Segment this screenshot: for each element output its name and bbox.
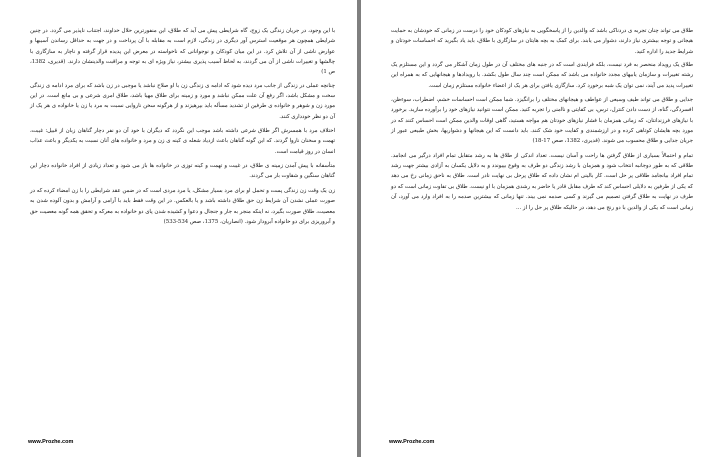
page-footer-url: www.Prozhe.com bbox=[389, 439, 435, 445]
paragraph: زن یک وقت زن زندگی پست و تحمل او برای مرد بسیار مشکل، یا مرد مردی است که در ضمن عقد شرایطی را با زن امضاء کرده که در صورت عملی نشدن آن شرایط زن حق طلاق داشته باشد و یا بالعکس. در این وقت فقط باید با آرامی و آرامش و بدون آلوده شدن به معصیت، طلاق صورت بگیرد، نه اینکه منجر به جار و جنجال و دعوا و کشیده شدن پای دو خانواده به معرکه و تحقق همه گونه معصیت حق و آبروریزی برای دو خانواده آبرودار شود. (انصاریان، 1375، صص 534-533) bbox=[30, 187, 335, 225]
paragraph: با این وجود، در جریان زندگی یک زوج، گاه شرایطی پیش می آید که طلاق، این منفورترین حلال خداوند، اجتناب ناپذیر می گردد. در چنین شرایطی همچون هر موقعیت استرس آور دیگری در زندگی، لازم است به مقابله با آن پرداخت و در جهت به حداقل رساندن آسیبها و عوارض ناشی از آن تلاش کرد. در این میان کودکان و نوجوانانی که ناخواسته در معرض این پدیده قرار گرفته و ناچار به سازگاری با چالشها و تغییرات ناشی از آن می گردند، به لحاظ آسیب پذیری بیشتر، نیاز ویژه ای به توجه و مراقبت والدینشان دارند. (قدیری، 1382، ص 1) bbox=[30, 28, 335, 76]
paragraph: تمام و احتمالاً بسیاری از طلاق گرفتن ها راحت و آسان نیست. تعداد اندکی از طلاق ها به رشد متقابل تمام افراد درگیر می انجامد. طلاقی که به طور دوجانبه انتخاب شود و همزمان با رشد زندگی دو طرف به وقوع بپیوندد و به دلایل یکسان به آزادی بیشتر جهت رشد تمام افراد بیانجامد طلاقی پر حل است. کار بالینی ام نشان داده که طلاق پرحل بی نهایت نادر است. طلاق به ناحق زمانی رخ می دهد که یکی از طرفین به دلایلی احساس کند که طرف مقابل قادر یا حاضر به رشدی همزمان با او نیست. طلاق بی تفاوت زمانی است که دو طرف در نهایت به طلاق گرفتن تصمیم می گیرند و کسی صدمه نمی بیند. تنها زمانی که بیشترین صدمه را به افراد وارد می آورد، آن زمانی است که یکی از والدین با دو رنج می دهد، در حالیکه طلاق پر حل را از ... bbox=[391, 152, 693, 211]
paragraph: چنانچه عملی در زندگی از جانب مرد دیده شود که ادامه ی زندگی زن با او صلاح نباشد یا موجبی در زن باشد که برای مرد ادامه ی زندگی سخت و مشکل باشد، اگر رفع آن علت ممکن نباشد و مورد و زمینه برای طلاق مهیا باشد، طلاق امری شرعی و بی مانع است. در این مورد زن و شوهر و خانواده ی طرفین از تشدید مسأله باید بپرهیزند و از هرگونه سخن ناروایی نسبت به مرد یا زن یا خانواده ی هر یک از آن دو نظر خودداری کنند. bbox=[30, 82, 335, 120]
left-page-text bbox=[30, 26, 335, 227]
paragraph: طلاق یک رویداد منحصر به فرد نیست، بلکه فرایندی است که در جنبه های مختلف آن در طول زمان آشکار می گردد و این مستلزم یک رشته تغییرات و سازمان یابیهای مجدد خانواده می باشد که ممکن است چند سال طول بکشد. با رویدادها و هیجانهایی که به همراه این تغییرات پدید می آیند، نمی توان یک شبه برخورد کرد. سازگاری یافتن برای هر یک از اعضاء خانواده مستلزم زمان است. bbox=[391, 62, 693, 89]
paragraph: طلاق می تواند چنان تجربه ی دردناکی باشد که والدین را از پاسخگویی به نیازهای کودکان خود را درست در زمانی که خودشان به حمایت هیجانی و توجه بیشتری نیاز دارند، دشوار می یابند. برای کمک به بچه هایتان در سازگاری با طلاق، باید یاد بگیرید که احساسات خودتان و شرایط جدید را اداره کنید. bbox=[391, 28, 693, 55]
right-page-text bbox=[391, 26, 693, 213]
right-page bbox=[361, 0, 718, 457]
page-footer-url: www.Prozhe.com bbox=[28, 439, 74, 445]
left-page bbox=[0, 0, 357, 457]
paragraph: متأسفانه با پیش آمدن زمینه ی طلاق، در غیبت و تهمت و کینه توزی در خانواده ها باز می شود و تعداد زیادی از افراد خانواده دچار این گناهان سنگین و شقاوت بار می گردند. bbox=[30, 163, 335, 180]
paragraph: جدایی و طلاق می تواند طیف وسیعی از عواطف و هیجانهای مختلف را برانگیزد. شما ممکن است احساسات خشم، اضطراب، سوءظن، افسردگی، گناه، از دست دادن کنترل، ترس، بی کفایتی و ناامنی را تجربه کنید. ممکن است نتوانید نیازهای خود را برآورده سازید. برخورد با نیازهای فرزندانتان، که زمانی همزمان با فشار نیازهای خودتان هم مواجه هستید، گاهی اوقات والدین ممکن است احساس کنند که در مورد بچه هایشان کوتاهی کرده و در ارزشمندی و کفایت خود شک کنند. باید دانست که این هیجانها و دشواریها، بخش طبیعی عبور از جریان جدایی و طلاق محسوب می شوند. (قدیری، 1382، صص 17-18) bbox=[391, 97, 693, 145]
paragraph: اختلاف مرد با همسرش اگر طلاق شرعی داشته باشد موجب این نگردد که دیگران با خود آن دو نفر دچار گناهان زبان از قبیل: غیبت، تهمت و سخنان ناروا گردند. که این گونه گناهان باعث ازدیاد شعله ی کینه ی زن و مرد و خانواده های آنان نسبت به یکدیگر و باعث عذاب انسان در روز قیامت است. bbox=[30, 128, 335, 155]
